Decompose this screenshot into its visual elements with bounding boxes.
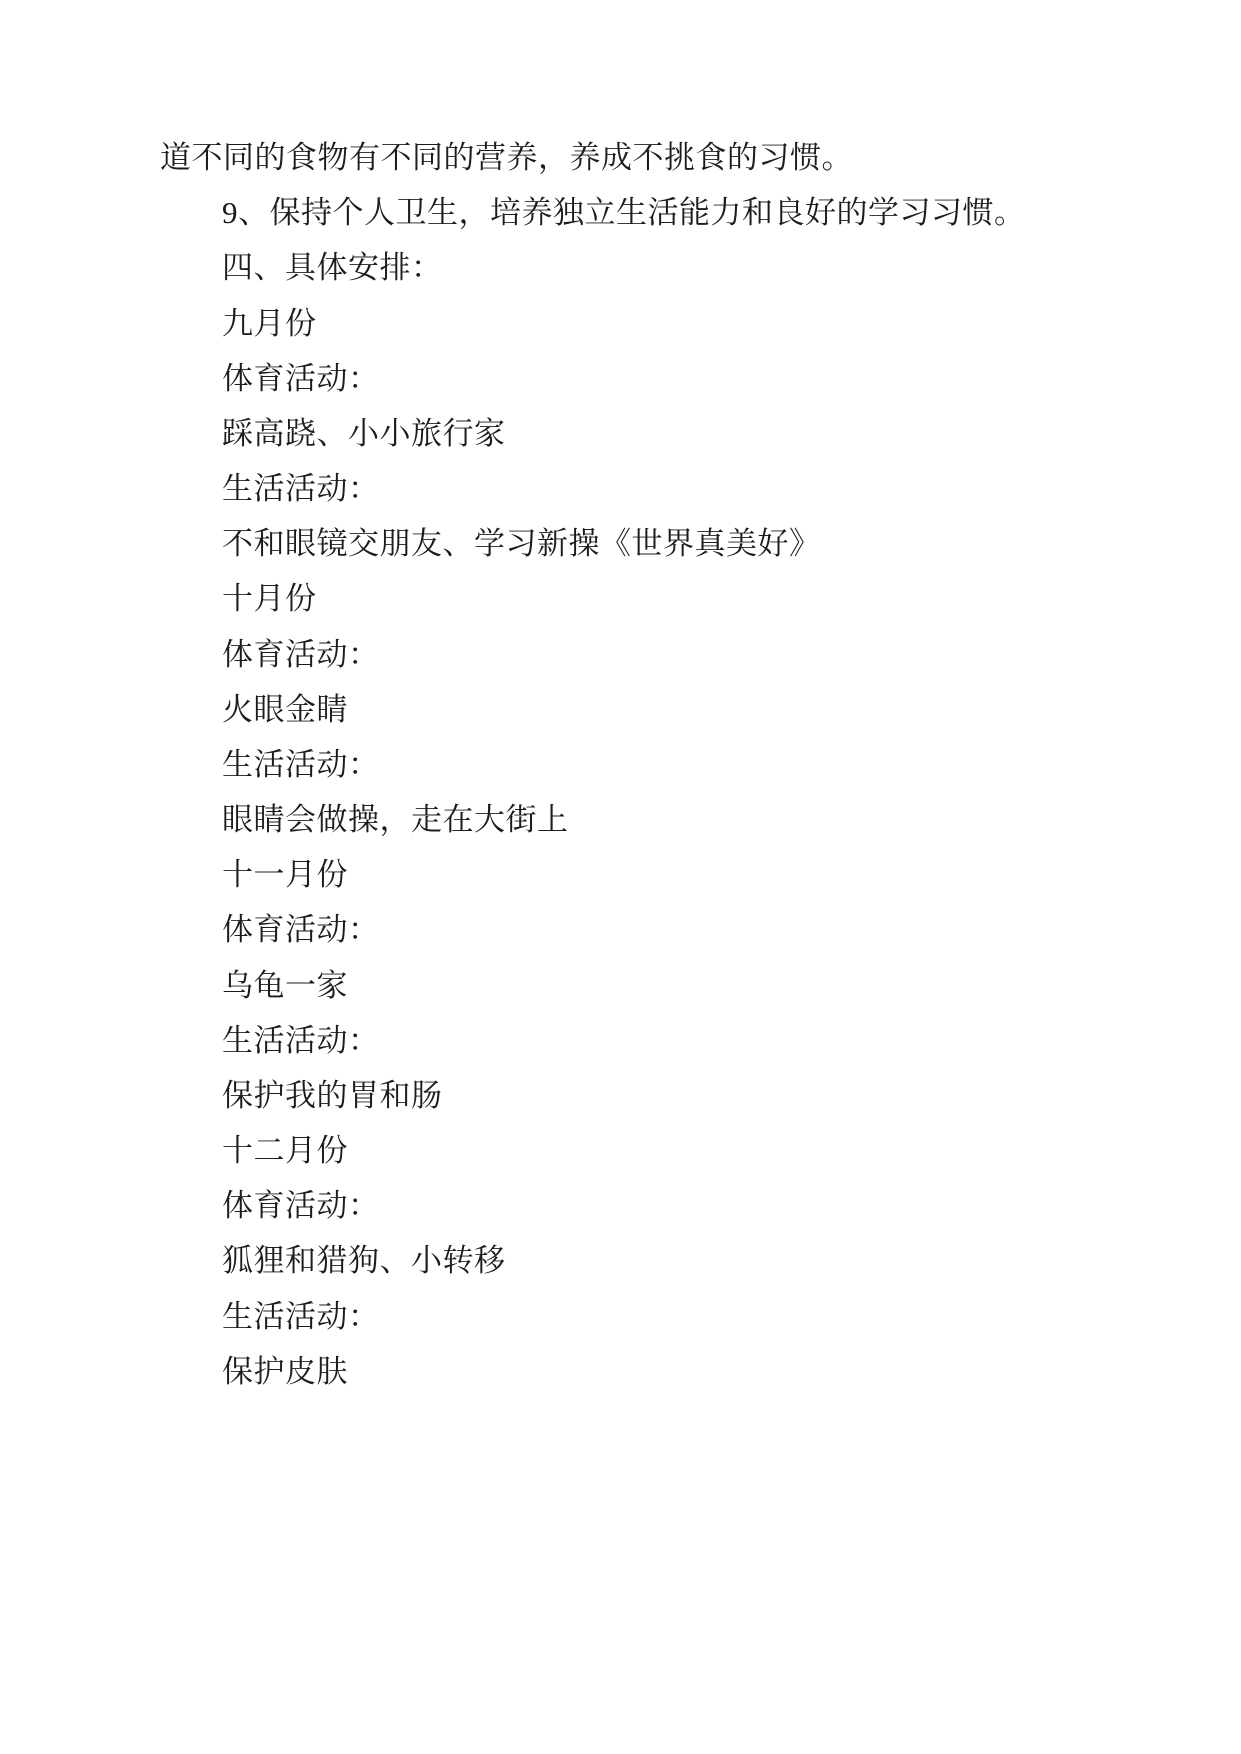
paragraph: 道不同的食物有不同的营养，养成不挑食的习惯。 xyxy=(160,140,853,175)
paragraph: 狐狸和猎狗、小转移 xyxy=(222,1243,506,1279)
paragraph: 生活活动： xyxy=(222,1298,380,1334)
paragraph: 乌龟一家 xyxy=(222,967,348,1003)
paragraph: 十一月份 xyxy=(222,857,348,893)
paragraph: 体育活动： xyxy=(222,636,380,672)
paragraph: 不和眼镜交朋友、学习新操《世界真美好》 xyxy=(222,526,821,562)
paragraph: 火眼金睛 xyxy=(222,691,348,727)
paragraph: 生活活动： xyxy=(222,746,380,782)
paragraph: 眼睛会做操，走在大街上 xyxy=(222,802,569,838)
paragraph: 保护皮肤 xyxy=(222,1353,348,1389)
paragraph: 保护我的胃和肠 xyxy=(222,1077,443,1113)
paragraph: 十二月份 xyxy=(222,1133,348,1169)
paragraph: 四、具体安排： xyxy=(222,250,443,286)
paragraph: 十月份 xyxy=(222,581,317,617)
paragraph: 生活活动： xyxy=(222,471,380,507)
paragraph: 体育活动： xyxy=(222,1188,380,1224)
paragraph: 体育活动： xyxy=(222,912,380,948)
paragraph: 9、保持个人卫生，培养独立生活能力和良好的学习习惯。 xyxy=(222,195,1026,231)
document-body xyxy=(160,130,1091,1399)
paragraph: 生活活动： xyxy=(222,1022,380,1058)
paragraph: 踩高跷、小小旅行家 xyxy=(222,415,506,451)
paragraph: 体育活动： xyxy=(222,360,380,396)
paragraph: 九月份 xyxy=(222,305,317,341)
